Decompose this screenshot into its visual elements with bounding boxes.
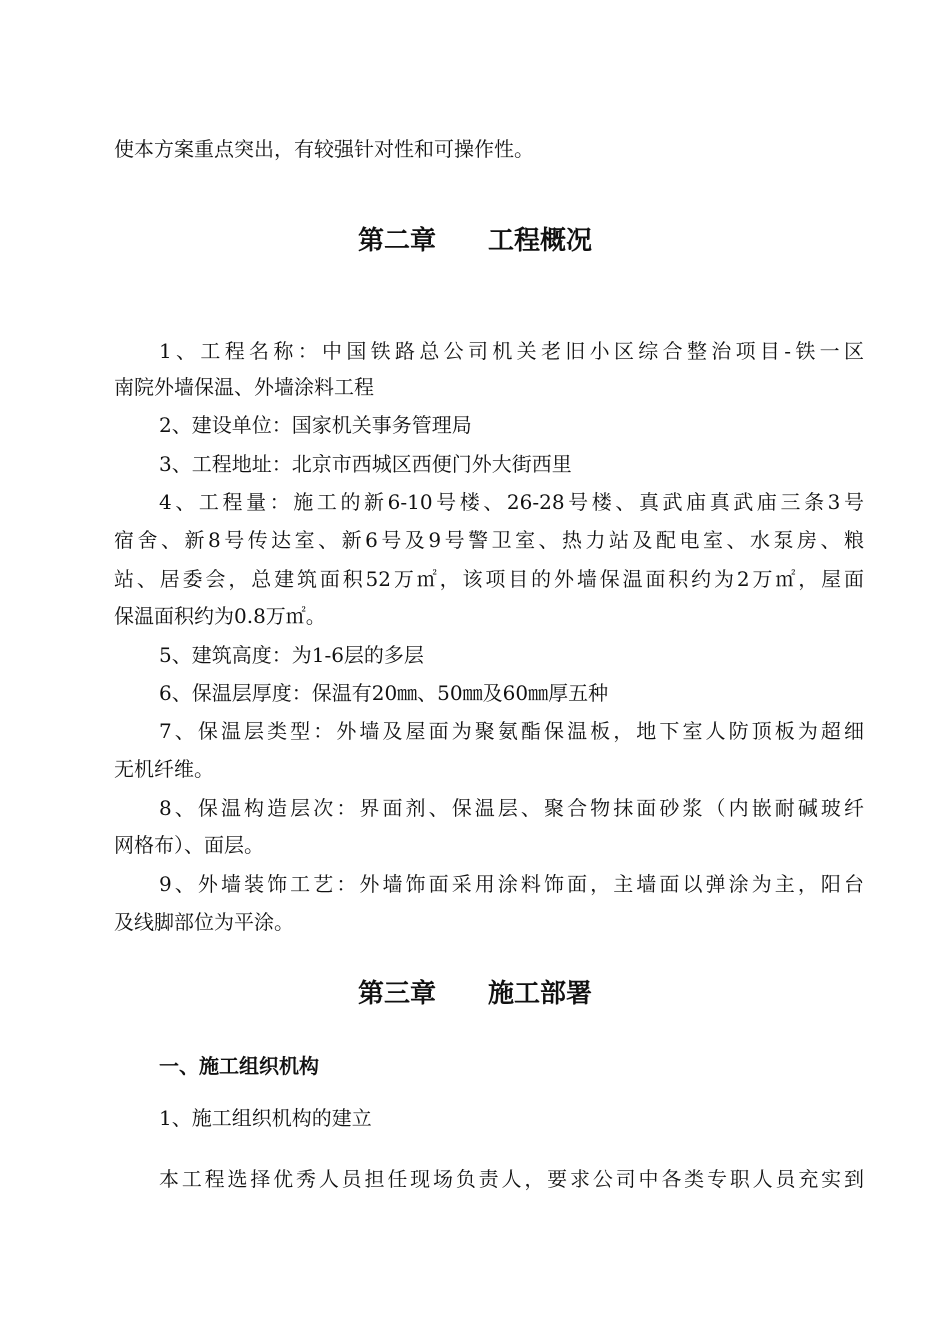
overview-item-8-line-1: 8、保温构造层次：界面剂、保温层、聚合物抹面砂浆（内嵌耐碱玻纤 (159, 796, 864, 820)
overview-item-3: 3、工程地址：北京市西城区西便门外大街西里 (159, 452, 572, 476)
overview-item-7-line-2: 无机纤维。 (114, 757, 214, 781)
overview-item-9-line-2: 及线脚部位为平涂。 (114, 910, 294, 934)
intro-tail-text: 使本方案重点突出，有较强针对性和可操作性。 (114, 137, 534, 161)
overview-item-5: 5、建筑高度：为1-6层的多层 (159, 643, 424, 667)
overview-item-4-line-1: 4、工程量：施工的新6-10号楼、26-28号楼、真武庙真武庙三条3号 (159, 490, 864, 514)
overview-item-4-line-3: 站、居委会，总建筑面积52万㎡，该项目的外墙保温面积约为2万㎡，屋面 (114, 567, 864, 591)
section-heading-organization: 一、施工组织机构 (159, 1054, 319, 1078)
overview-item-7-line-1: 7、保温层类型：外墙及屋面为聚氨酯保温板，地下室人防顶板为超细 (159, 719, 864, 743)
overview-item-8-line-2: 网格布）、面层。 (114, 833, 264, 857)
overview-item-1-line-2: 南院外墙保温、外墙涂料工程 (114, 375, 374, 399)
chapter-2-title: 第二章 工程概况 (357, 226, 592, 256)
overview-item-6: 6、保温层厚度：保温有20㎜、50㎜及60㎜厚五种 (159, 681, 609, 705)
overview-item-9-line-1: 9、外墙装饰工艺：外墙饰面采用涂料饰面，主墙面以弹涂为主，阳台 (159, 872, 864, 896)
overview-item-4-line-4: 保温面积约为0.8万㎡。 (114, 604, 326, 628)
subsection-heading-organization-setup: 1、施工组织机构的建立 (159, 1106, 372, 1130)
overview-item-1-line-1: 1、工程名称：中国铁路总公司机关老旧小区综合整治项目-铁一区 (159, 339, 864, 363)
paragraph-organization-start: 本工程选择优秀人员担任现场负责人，要求公司中各类专职人员充实到 (159, 1167, 864, 1191)
chapter-3-title: 第三章 施工部署 (357, 979, 592, 1009)
overview-item-4-line-2: 宿舍、新8号传达室、新6号及9号警卫室、热力站及配电室、水泵房、粮 (114, 528, 864, 552)
overview-item-2: 2、建设单位：国家机关事务管理局 (159, 413, 472, 437)
